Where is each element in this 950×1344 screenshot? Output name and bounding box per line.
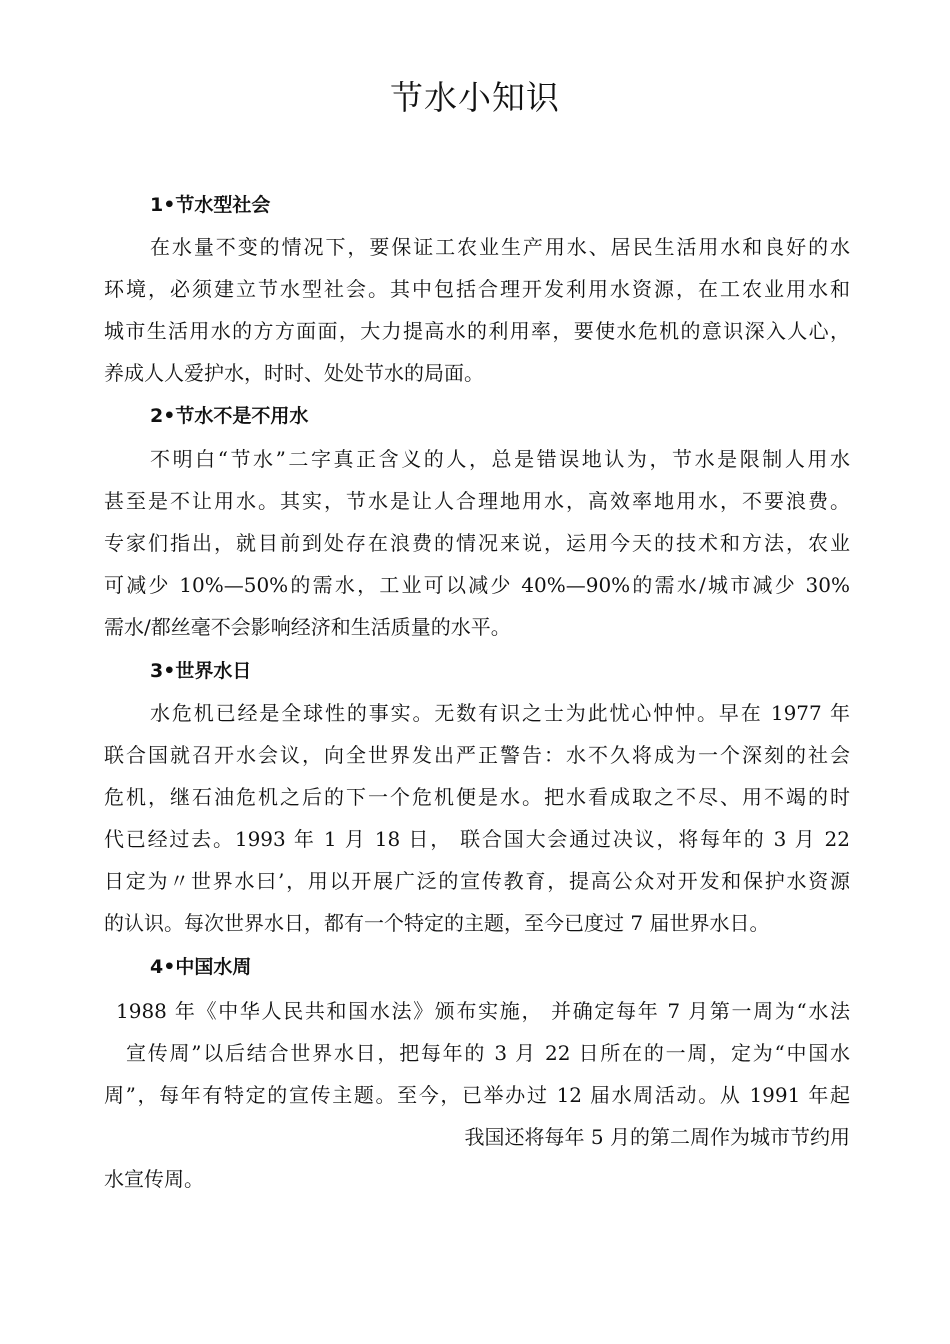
text-line: 需水/都丝毫不会影响经济和生活质量的水平。 <box>104 615 511 639</box>
section-heading: 2•节水不是不用水 <box>150 405 309 427</box>
text-line: 联合国就召开水会议，向全世界发出严正警告：水不久将成为一个深刻的社会 <box>104 743 850 767</box>
text-line: 水危机已经是全球性的事实。无数有识之士为此忧心忡忡。早在 1977 年 <box>150 701 850 725</box>
text-line: 甚至是不让用水。其实，节水是让人合理地用水，高效率地用水，不要浪费。 <box>104 489 850 513</box>
text-line: 可减少 10%—50%的需水，工业可以减少 40%—90%的需水/城市减少 30% <box>104 573 850 597</box>
section-heading: 1•节水型社会 <box>150 194 271 216</box>
text-line: 城市生活用水的方方面面，大力提高水的利用率，要使水危机的意识深入人心， <box>104 319 850 343</box>
section-paragraph <box>104 438 850 648</box>
section-heading: 3•世界水日 <box>150 660 252 682</box>
text-line: 我国还将每年 5 月的第二周作为城市节约用 <box>464 1125 850 1149</box>
text-line: 日定为〃世界水曰’，用以开展广泛的宣传教育，提高公众对开发和保护水资源 <box>104 869 850 893</box>
text-line: 1988 年《中华人民共和国水法》颁布实施， 并确定每年 7 月第一周为“水法 <box>116 999 850 1023</box>
text-line: 的认识。每次世界水日，都有一个特定的主题，至今已度过 7 届世界水日。 <box>104 911 770 935</box>
text-line: 专家们指出，就目前到处存在浪费的情况来说，运用今天的技术和方法，农业 <box>104 531 850 555</box>
section-heading: 4•中国水周 <box>150 956 252 978</box>
section-paragraph <box>104 692 850 944</box>
text-line: 养成人人爱护水，时时、处处节水的局面。 <box>104 361 484 385</box>
text-line: 代已经过去。1993 年 1 月 18 日， 联合国大会通过决议，将每年的 3 月 22 <box>104 827 850 851</box>
text-line: 水宣传周。 <box>104 1167 204 1191</box>
document-title: 节水小知识 <box>390 78 560 117</box>
text-line: 周”，每年有特定的宣传主题。至今，已举办过 12 届水周活动。从 1991 年起 <box>104 1083 850 1107</box>
text-line: 不明白“节水”二字真正含义的人，总是错误地认为，节水是限制人用水 <box>150 447 850 471</box>
text-line: 宣传周”以后结合世界水日，把每年的 3 月 22 日所在的一周，定为“中国水 <box>126 1041 850 1065</box>
section-paragraph <box>104 990 850 1200</box>
section-paragraph <box>104 226 850 394</box>
text-line: 在水量不变的情况下，要保证工农业生产用水、居民生活用水和良好的水 <box>150 235 850 259</box>
text-line: 危机，继石油危机之后的下一个危机便是水。把水看成取之不尽、用不竭的时 <box>104 785 850 809</box>
text-line: 环境，必须建立节水型社会。其中包括合理开发利用水资源，在工农业用水和 <box>104 277 850 301</box>
